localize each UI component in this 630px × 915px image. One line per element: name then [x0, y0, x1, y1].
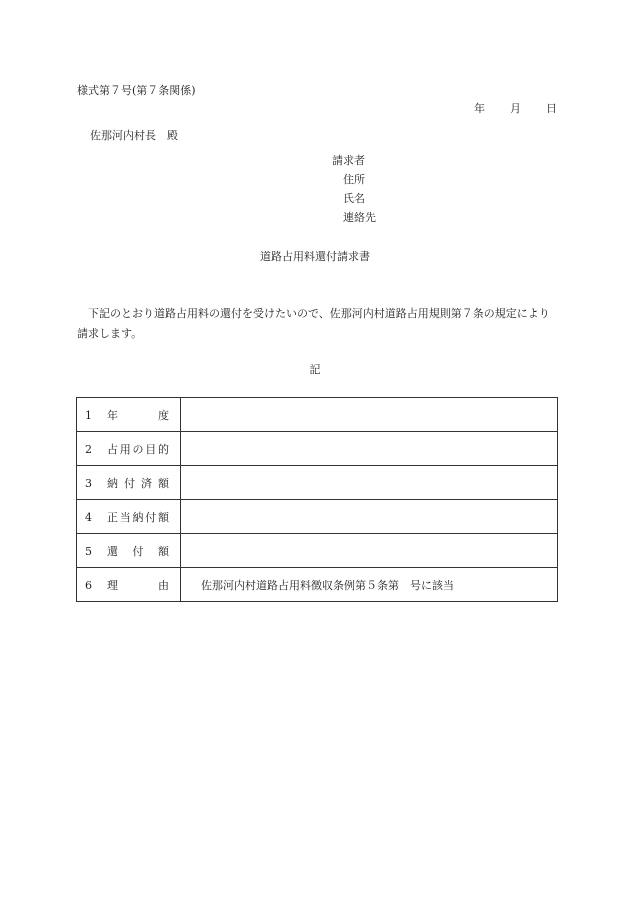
requester-label: 請求者	[332, 154, 365, 167]
item-label: 年 度	[107, 408, 169, 422]
contact-label: 連絡先	[343, 211, 376, 224]
item-number: 2	[85, 442, 92, 456]
body-paragraph: 下記のとおり道路占用料の還付を受けたいので、佐那河内村道路占用規則第７条の規定により請求します。	[77, 307, 550, 340]
item-label-cell	[77, 466, 181, 500]
items-table	[76, 397, 558, 602]
item-number: 5	[85, 544, 92, 558]
table-row	[77, 398, 558, 432]
date-day: 日	[546, 102, 557, 115]
item-value-cell	[181, 500, 558, 534]
item-number: 6	[85, 578, 92, 592]
item-number: 1	[85, 408, 92, 422]
name-label: 氏名	[343, 192, 365, 205]
item-label: 正当納付額	[107, 510, 169, 524]
item-value-cell: 佐那河内村道路占用料徴収条例第５条第 号に該当	[181, 568, 558, 602]
date-month: 月	[510, 102, 521, 115]
item-value-cell	[181, 398, 558, 432]
document-title: 道路占用料還付請求書	[260, 250, 370, 263]
item-value-cell	[181, 466, 558, 500]
table-row	[77, 534, 558, 568]
item-number: 4	[85, 510, 92, 524]
item-label-cell	[77, 534, 181, 568]
item-label: 理 由	[107, 578, 169, 592]
addressee: 佐那河内村長 殿	[90, 129, 178, 142]
table-row	[77, 500, 558, 534]
body-text	[77, 304, 559, 344]
form-number: 様式第７号(第７条関係)	[77, 84, 196, 97]
item-label-cell	[77, 568, 181, 602]
item-number: 3	[85, 476, 92, 490]
address-label: 住所	[343, 173, 365, 186]
date-year: 年	[474, 102, 485, 115]
item-label: 納付済額	[107, 476, 169, 490]
item-value-cell	[181, 534, 558, 568]
table-row	[77, 432, 558, 466]
item-label-cell	[77, 432, 181, 466]
table-row	[77, 466, 558, 500]
item-label-cell	[77, 398, 181, 432]
item-label: 還付額	[107, 544, 169, 558]
item-label: 占用の目的	[107, 442, 169, 456]
ki-heading: 記	[309, 363, 321, 376]
item-label-cell	[77, 500, 181, 534]
table-row	[77, 568, 558, 602]
item-value-cell	[181, 432, 558, 466]
